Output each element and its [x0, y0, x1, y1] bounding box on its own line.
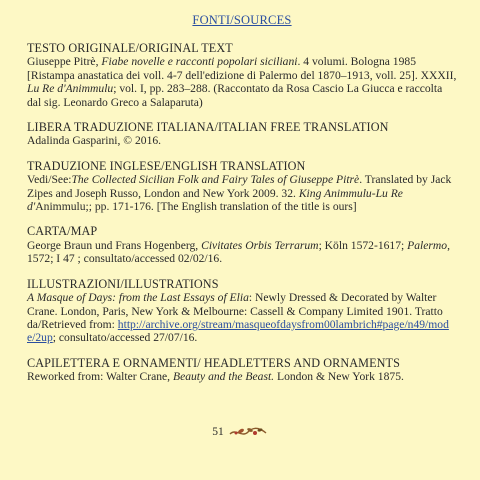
- section-body: [27, 239, 457, 266]
- text-run: : Newly Dressed & Decorated by Walter Crane. London, Paris, New York & Melbourne: Cassell & Company Limited 1901. Tratto da/Retrieved from:: [27, 291, 443, 331]
- text-run: London & New York 1875.: [274, 370, 404, 384]
- italic-title: Civitates Orbis Terrarum: [201, 238, 319, 252]
- sources-page: [27, 0, 457, 384]
- italic-title: Lu Re d'Animmulu: [27, 82, 114, 96]
- section-body: [27, 370, 457, 383]
- italic-title: Beauty and the Beast.: [172, 370, 275, 384]
- section-body: [27, 134, 457, 147]
- text-run: , 1572; I 47 ; consultato/accessed 02/02/16.: [27, 238, 450, 266]
- text-run: ; consultato/accessed 27/07/16.: [52, 331, 198, 345]
- page-footer: [0, 424, 480, 440]
- section-heading: CARTA/MAP: [27, 224, 98, 239]
- sources-list: [27, 42, 457, 384]
- section-heading: CAPILETTERA E ORNAMENTI/ HEADLETTERS AND ORNAMENTS: [27, 355, 400, 370]
- page-title[interactable]: FONTI/SOURCES: [192, 13, 292, 27]
- source-section: [27, 278, 457, 345]
- text-run: ; Köln 1572-1617;: [318, 238, 408, 252]
- italic-title: King Animmulu-Lu Re d': [27, 186, 403, 214]
- italic-title: Palermo: [407, 238, 448, 252]
- section-heading: TESTO ORIGINALE/ORIGINAL TEXT: [27, 41, 233, 55]
- floral-vine-icon: [228, 424, 268, 440]
- text-run: Animmulu;; pp. 171-176. [The English translation of the title is ours]: [35, 200, 357, 214]
- source-section: [27, 357, 457, 384]
- text-run: Vedi/See:: [27, 173, 72, 187]
- page-number: 51: [212, 426, 224, 438]
- section-heading: LIBERA TRADUZIONE ITALIANA/ITALIAN FREE TRANSLATION: [27, 120, 389, 135]
- text-run: ; vol. I, pp. 283–288. (Raccontato da Rosa Cascio La Giucca e raccolta dal sig. Leonardo Greco a Salaparuta): [27, 82, 443, 109]
- text-run: Adalinda Gasparini, © 2016.: [27, 134, 162, 148]
- text-run: Giuseppe Pitrè,: [27, 55, 102, 69]
- text-run: George Braun und Frans Hogenberg,: [27, 238, 202, 252]
- section-body: [27, 173, 457, 213]
- italic-title: The Collected Sicilian Folk and Fairy Tales of Giuseppe Pitrè: [71, 173, 360, 187]
- source-section: [27, 160, 457, 214]
- section-body: [27, 55, 457, 109]
- section-body: [27, 291, 457, 345]
- section-heading: ILLUSTRAZIONI/ILLUSTRATIONS: [27, 276, 219, 291]
- source-section: [27, 225, 457, 265]
- text-run: Reworked from: Walter Crane,: [27, 370, 173, 384]
- archive-link[interactable]: http://archive.org/stream/masqueofdaysfrom00lambrich#page/n49/mode/2up: [27, 317, 449, 345]
- text-run: . Translated by Jack Zipes and Joseph Russo, London and New York 2009. 32.: [27, 173, 452, 200]
- source-section: [27, 42, 457, 109]
- section-heading: TRADUZIONE INGLESE/ENGLISH TRANSLATION: [27, 158, 306, 173]
- italic-title: Fiabe novelle e racconti popolari siciliani: [101, 55, 298, 69]
- italic-title: A Masque of Days: from the Last Essays of Elia: [27, 291, 249, 305]
- text-run: . 4 volumi. Bologna 1985 [Ristampa anastatica dei voll. 4-7 dell'edizione di Palermo del 1870–1913, voll. 25]. XXXII,: [27, 55, 457, 82]
- source-section: [27, 121, 457, 148]
